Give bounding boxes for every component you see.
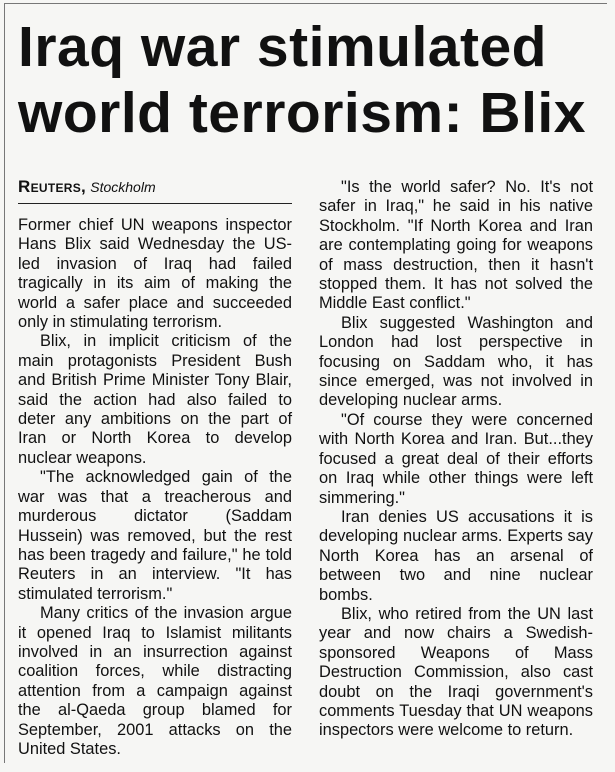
article-paragraph: "Is the world safer? No. It's not safer in Iraq," he said in his native Stockholm. "If North Korea and Iran are contemplating going for weapons of mass destruction, then it hasn't stopped them. It has not solved the Middle East conflict." [319, 178, 593, 313]
article-column-left [18, 178, 292, 759]
byline-agency: Reuters, [18, 177, 87, 196]
byline-location: Stockholm [90, 179, 156, 195]
article-paragraph: "The acknowledged gain of the war was that a treacherous and murderous dictator (Saddam Hussein) was removed, but the rest has been tragedy and failure," he told Reuters in an interview. "It has stimulated terrorism." [18, 468, 292, 603]
article-paragraph: Blix, in implicit criticism of the main protagonists President Bush and British Prime Minister Tony Blair, said the action had also failed to deter any ambitions on the part of Iran or North Korea to develop nuclear weapons. [18, 332, 292, 467]
article-paragraph: Many critics of the invasion argue it opened Iraq to Islamist militants involved in an insurrection against coalition forces, while distracting attention from a campaign against the al-Qaeda group blamed for September, 2001 attacks on the United States. [18, 604, 292, 758]
article-paragraph: Blix suggested Washington and London had lost perspective in focusing on Saddam who, it has since emerged, was not involved in developing nuclear arms. [319, 313, 593, 410]
article-paragraph: Blix, who retired from the UN last year and now chairs a Swedish-sponsored Weapons of Mass Destruction Commission, also cast doubt on the Iraqi government's comments Tuesday that UN weapons inspectors were welcome to return. [319, 604, 593, 740]
article-paragraph: "Of course they were concerned with North Korea and Iran. But...they focused a great deal of their efforts on Iraq while other things were left simmering." [319, 410, 593, 507]
article-paragraph: Iran denies US accusations it is developing nuclear arms. Experts say North Korea has an arsenal of between two and nine nuclear bombs. [319, 507, 593, 604]
byline [18, 178, 292, 204]
headline: Iraq war stimulated world terrorism: Blix [18, 15, 586, 145]
article-paragraph: Former chief UN weapons inspector Hans Blix said Wednesday the US-led invasion of Iraq had failed tragically in its aim of making the world a safer place and succeeded only in stimulating terrorism. [18, 216, 292, 332]
article-column-right [319, 178, 593, 741]
